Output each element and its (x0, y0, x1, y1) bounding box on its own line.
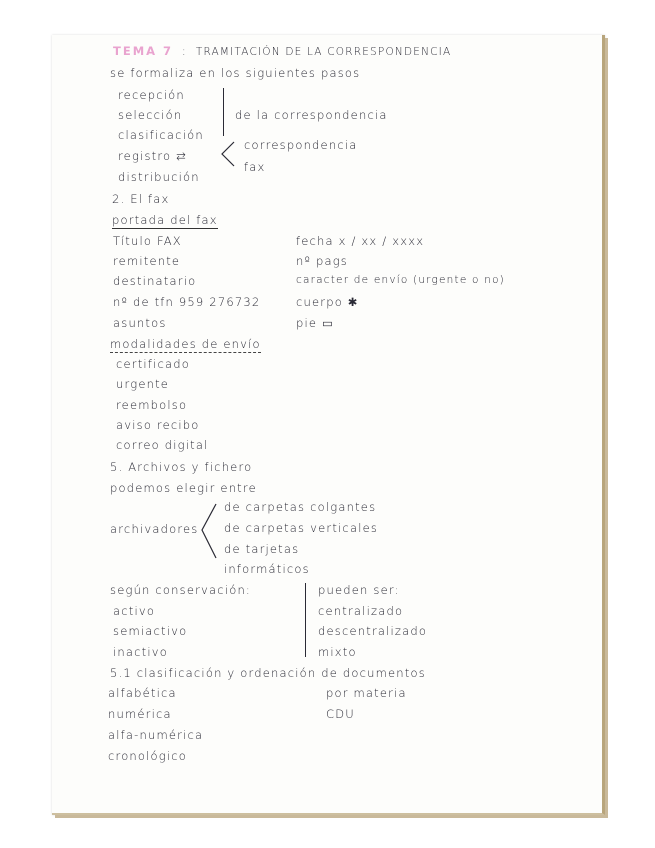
conservacion-item: activo (113, 604, 156, 618)
archivadores-brace-icon (198, 502, 220, 562)
archivador-type: informáticos (224, 562, 310, 576)
portada-left-item: destinatario (113, 274, 197, 288)
portada-right-item: nº pags (296, 254, 349, 268)
pueden-item: descentralizado (318, 624, 428, 638)
clasificacion-left-item: cronológico (108, 749, 188, 763)
modalidad-item: certificado (116, 357, 190, 371)
registro-option: correspondencia (244, 138, 358, 152)
pueden-item: mixto (318, 645, 357, 659)
archivador-type: de tarjetas (224, 542, 300, 556)
portada-left-item: nº de tfn 959 276732 (113, 295, 261, 309)
step-item: selección (118, 108, 183, 122)
title-separator: : (181, 44, 187, 58)
page-title (113, 44, 451, 58)
clasificacion-left-item: alfabética (108, 686, 177, 700)
intro-text: se formaliza en los siguientes pasos (110, 66, 361, 80)
title-text: TRAMITACIÓN DE LA CORRESPONDENCIA (195, 46, 452, 58)
portada-right-item: cuerpo ✱ (296, 295, 359, 309)
registro-brace-icon (218, 140, 238, 170)
registro-option: fax (244, 160, 266, 174)
portada-left-item: asuntos (113, 316, 167, 330)
portada-right-item: caracter de envío (urgente o no) (296, 274, 505, 286)
clasificacion-right-item: CDU (326, 707, 355, 721)
conservacion-item: semiactivo (113, 624, 188, 638)
tema-label: TEMA 7 (113, 44, 174, 58)
step-item: recepción (118, 88, 185, 102)
modalidad-item: urgente (116, 377, 170, 391)
archivos-intro: podemos elegir entre (110, 481, 257, 495)
pueden-item: centralizado (318, 604, 404, 618)
pueden-heading: pueden ser: (318, 583, 400, 597)
step-item: distribución (118, 170, 200, 184)
modalidades-heading: modalidades de envío (110, 337, 261, 351)
clasificacion-left-item: numérica (108, 707, 172, 721)
archivador-type: de carpetas colgantes (224, 500, 377, 514)
modalidad-item: aviso recibo (116, 418, 200, 432)
step-item: clasificación (118, 128, 204, 142)
portada-left-item: remitente (113, 254, 181, 268)
modalidad-item: correo digital (116, 438, 209, 452)
archivos-heading: 5. Archivos y fichero (110, 460, 253, 474)
step-item: registro ⇆ (118, 149, 187, 163)
portada-left-item: Título FAX (113, 234, 182, 248)
clasificacion-right-item: por materia (326, 686, 407, 700)
steps-bracket-line (223, 88, 224, 136)
clasificacion-heading: 5.1 clasificación y ordenación de documentos (110, 666, 426, 680)
conservacion-item: inactivo (113, 645, 168, 659)
archivador-type: de carpetas verticales (224, 521, 379, 535)
modalidad-item: reembolso (116, 398, 188, 412)
clasificacion-left-item: alfa-numérica (108, 728, 204, 742)
steps-group-label: de la correspondencia (235, 108, 388, 122)
conservacion-heading: según conservación: (110, 583, 252, 597)
column-divider-line (305, 583, 306, 657)
portada-right-item: pie ▭ (296, 316, 335, 330)
archivadores-label: archivadores (110, 522, 199, 536)
portada-heading: portada del fax (112, 213, 218, 227)
portada-right-item: fecha x / xx / xxxx (296, 234, 425, 248)
fax-heading: 2. El fax (112, 192, 170, 206)
